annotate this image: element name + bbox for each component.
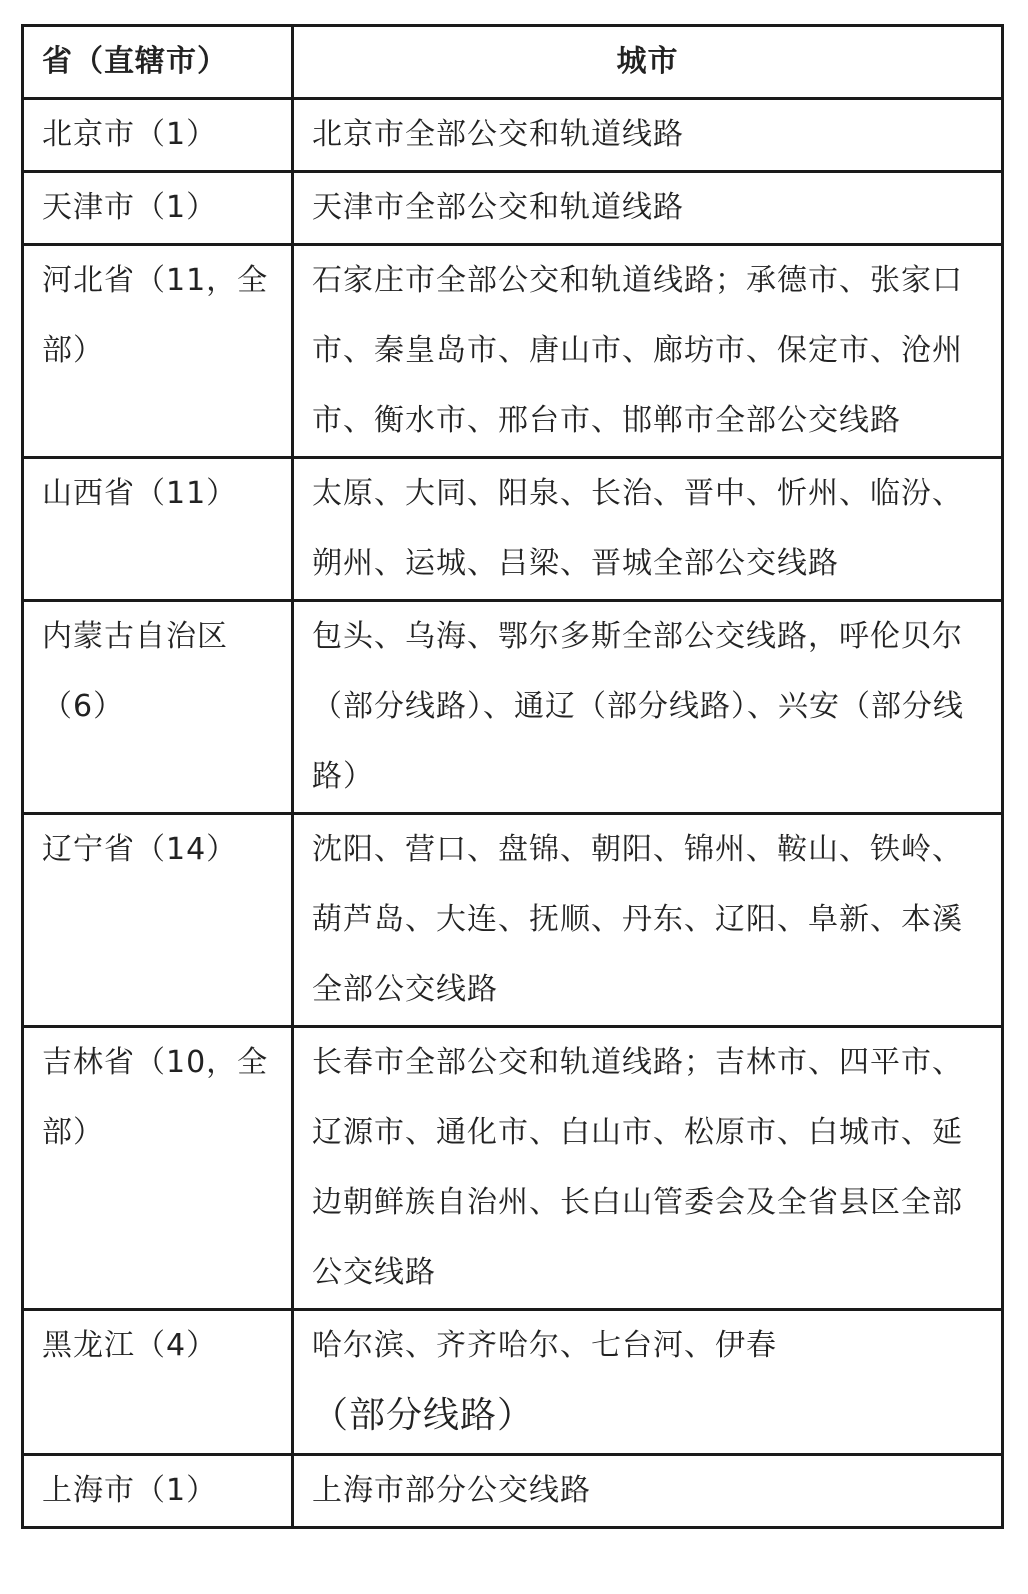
- table-row: [23, 245, 1003, 458]
- province-cell: 内蒙古自治区（6）: [23, 601, 293, 814]
- region-table: [21, 24, 1004, 1529]
- table-row: [23, 99, 1003, 172]
- table-row: [23, 458, 1003, 601]
- city-list: 哈尔滨、齐齐哈尔、七台河、伊春: [312, 1328, 777, 1363]
- province-cell: 山西省（11）: [23, 458, 293, 601]
- table-row: [23, 814, 1003, 1027]
- city-cell: 包头、乌海、鄂尔多斯全部公交线路，呼伦贝尔（部分线路）、通辽（部分线路）、兴安（部分线路）: [293, 601, 1003, 814]
- city-cell: 北京市全部公交和轨道线路: [293, 99, 1003, 172]
- province-cell: 北京市（1）: [23, 99, 293, 172]
- province-cell: 吉林省（10，全部）: [23, 1027, 293, 1310]
- header-province: 省（直辖市）: [23, 26, 293, 99]
- table-row: [23, 601, 1003, 814]
- header-city: 城市: [293, 26, 1003, 99]
- city-cell: 天津市全部公交和轨道线路: [293, 172, 1003, 245]
- city-cell: 石家庄市全部公交和轨道线路；承德市、张家口市、秦皇岛市、唐山市、廊坊市、保定市、沧州市、衡水市、邢台市、邯郸市全部公交线路: [293, 245, 1003, 458]
- table-row: [23, 172, 1003, 245]
- province-cell: 河北省（11，全部）: [23, 245, 293, 458]
- city-cell: 长春市全部公交和轨道线路；吉林市、四平市、辽源市、通化市、白山市、松原市、白城市、延边朝鲜族自治州、长白山管委会及全省县区全部公交线路: [293, 1027, 1003, 1310]
- city-cell: 太原、大同、阳泉、长治、晋中、忻州、临汾、朔州、运城、吕梁、晋城全部公交线路: [293, 458, 1003, 601]
- province-cell: 辽宁省（14）: [23, 814, 293, 1027]
- city-cell: [293, 1310, 1003, 1455]
- table-row: [23, 1027, 1003, 1310]
- province-cell: 黑龙江（4）: [23, 1310, 293, 1455]
- province-cell: 天津市（1）: [23, 172, 293, 245]
- table-header-row: [23, 26, 1003, 99]
- city-cell: 沈阳、营口、盘锦、朝阳、锦州、鞍山、铁岭、葫芦岛、大连、抚顺、丹东、辽阳、阜新、本溪全部公交线路: [293, 814, 1003, 1027]
- table-row: [23, 1310, 1003, 1455]
- city-list-suffix: （部分线路）: [312, 1395, 535, 1436]
- province-cell: 上海市（1）: [23, 1455, 293, 1528]
- city-cell: 上海市部分公交线路: [293, 1455, 1003, 1528]
- table-row: [23, 1455, 1003, 1528]
